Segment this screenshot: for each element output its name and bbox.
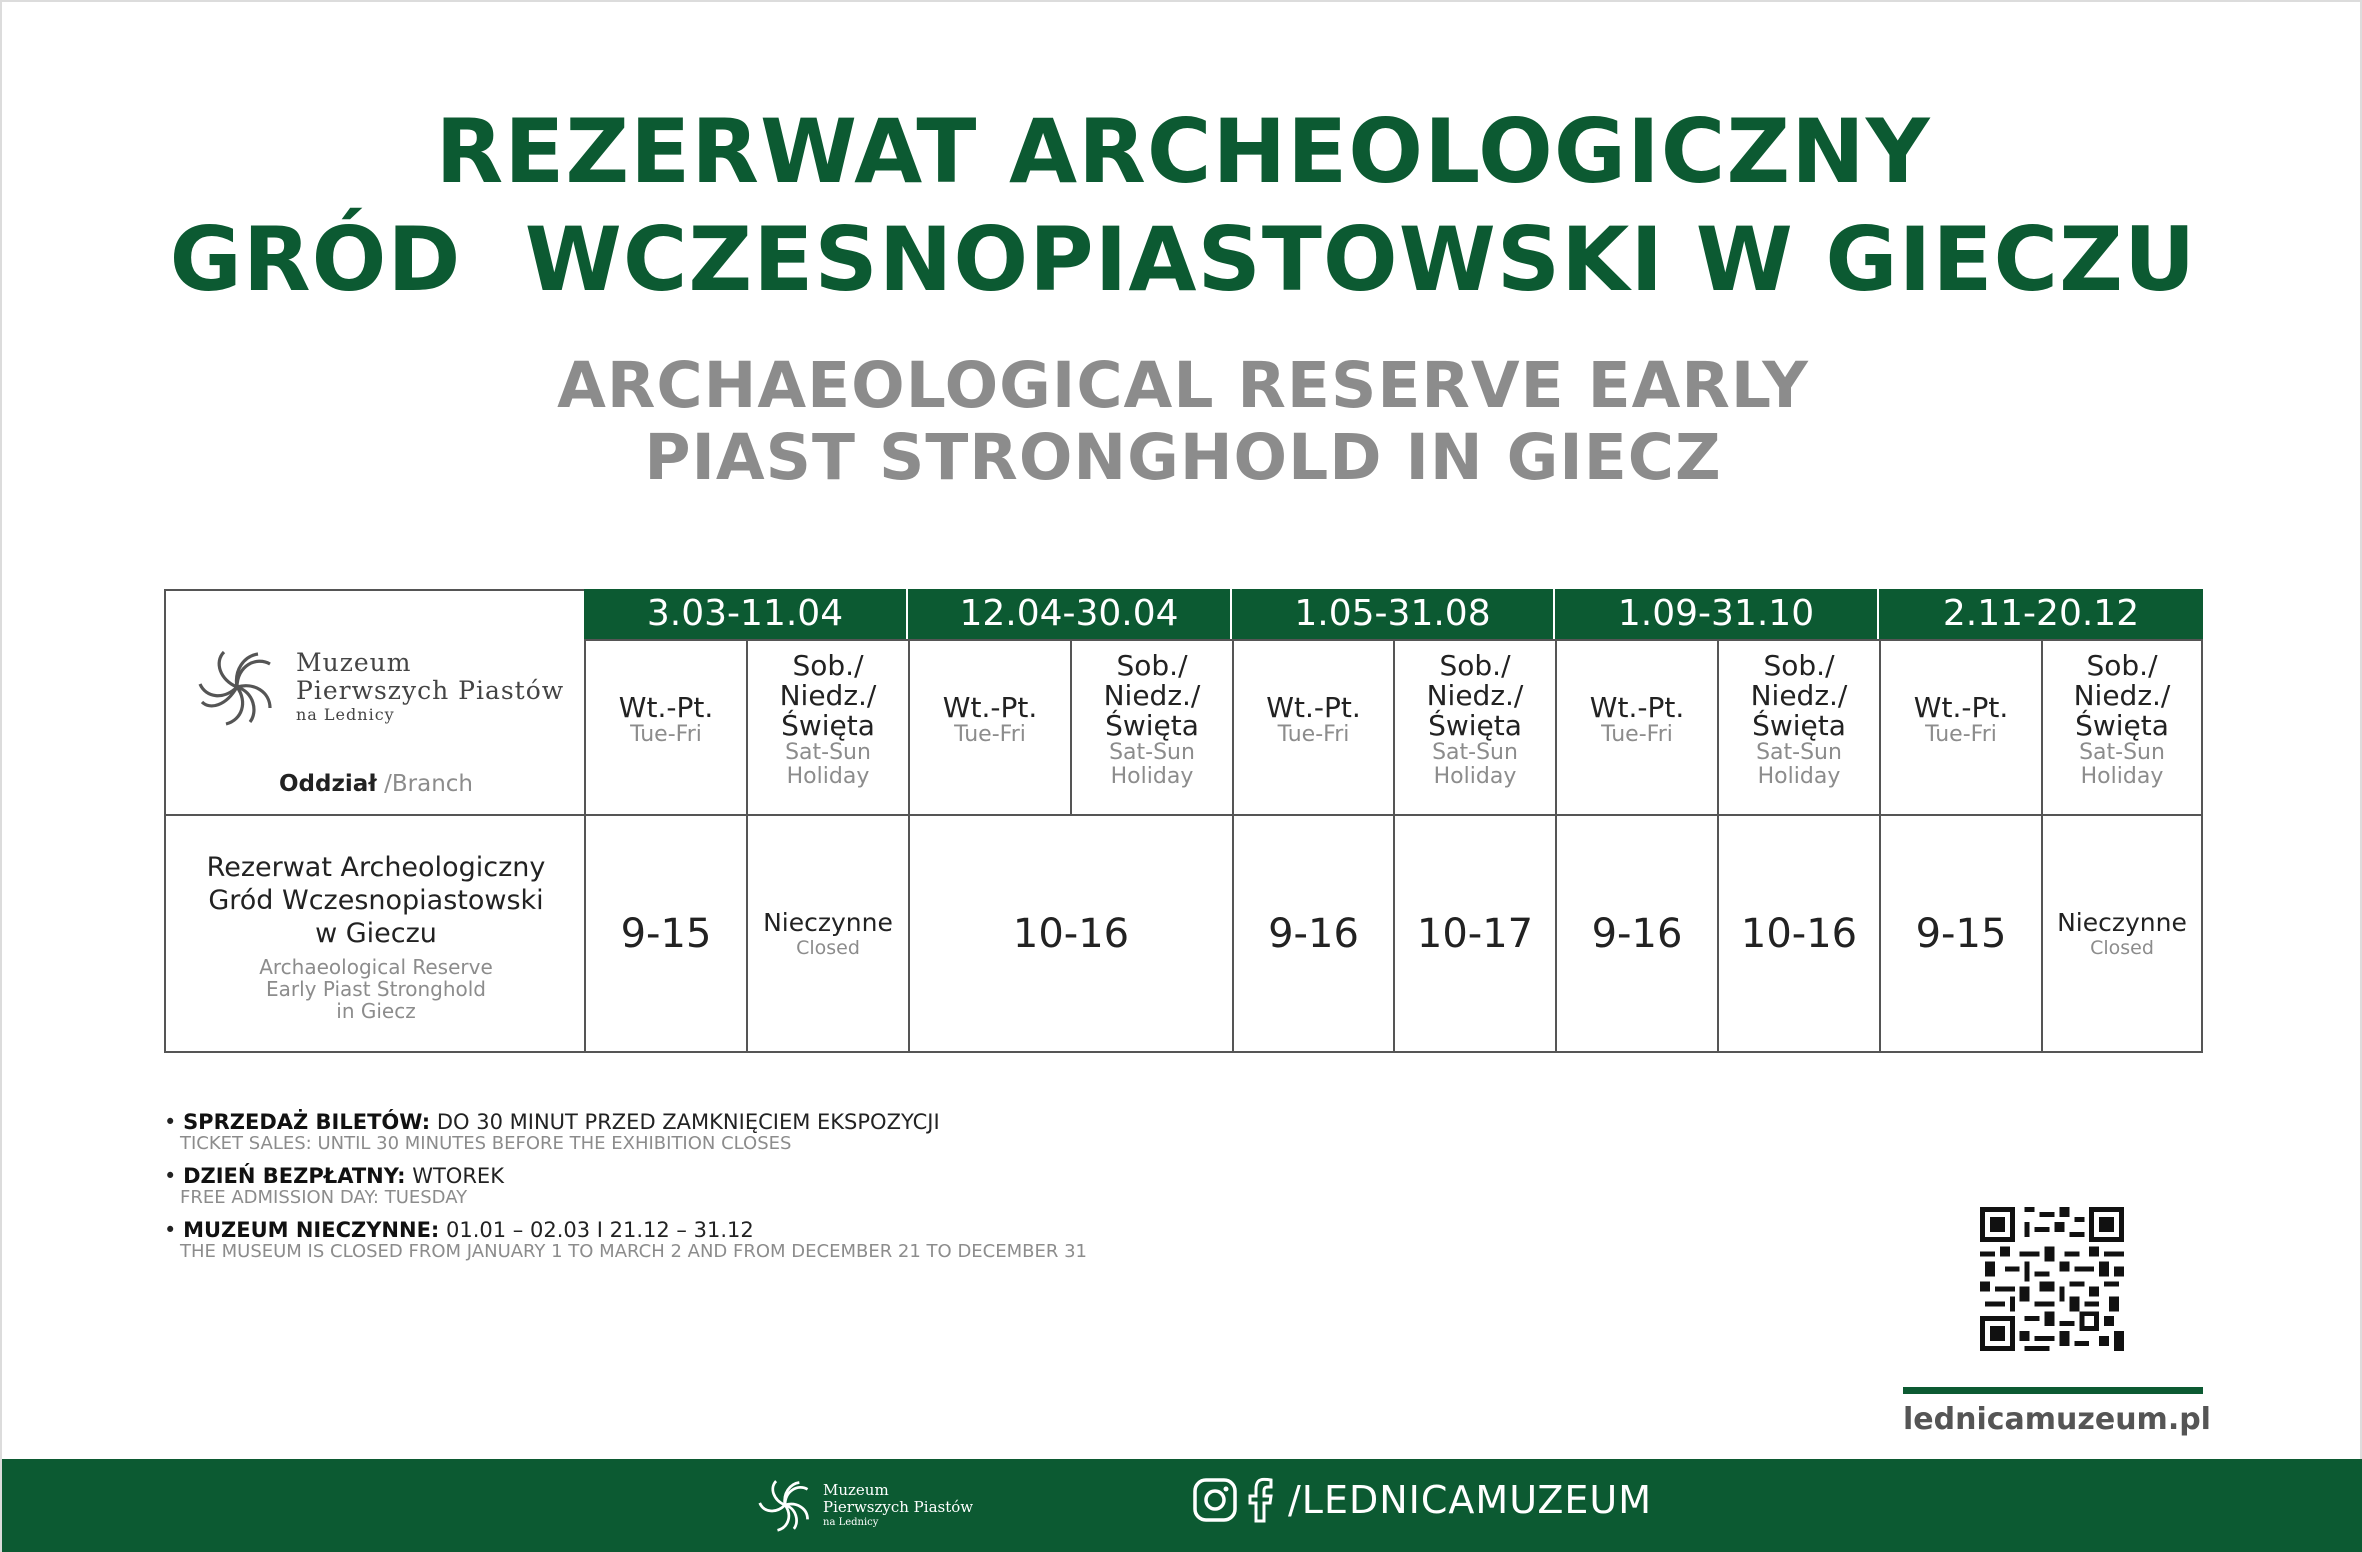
day-header-weekday [908, 639, 1070, 814]
day-header-weekend-pl-1: Sob./ [1763, 649, 1835, 682]
row-label-pl-line-3: w Gieczu [315, 918, 437, 949]
footer-logo-line-1: Muzeum [823, 1480, 889, 1499]
day-header-weekend-pl-2: Niedz./ [779, 679, 877, 712]
hours-cell [746, 814, 908, 1053]
note-label: MUZEUM NIECZYNNE: [183, 1218, 440, 1242]
note-item: • MUZEUM NIECZYNNE: 01.01 – 02.03 I 21.12 – 31.12 THE MUSEUM IS CLOSED FROM JANUARY 1 TO MARCH 2 AND FROM DECEMBER 21 TO DECEMBER 31 [164, 1218, 1264, 1262]
note-item: • SPRZEDAŻ BILETÓW: DO 30 MINUT PRZED ZAMKNIĘCIEM EKSPOZYCJI TICKET SALES: UNTIL 30 MINUTES BEFORE THE EXHIBITION CLOSES [164, 1110, 1264, 1154]
day-header-weekend [1393, 639, 1555, 814]
hours-cell [1393, 814, 1555, 1053]
day-header-weekend-en-1: Sat-Sun [2079, 740, 2165, 765]
museum-logo [196, 646, 564, 728]
note-text-en: THE MUSEUM IS CLOSED FROM JANUARY 1 TO MARCH 2 AND FROM DECEMBER 21 TO DECEMBER 31 [180, 1241, 1088, 1262]
day-header-weekday-pl: Wt.-Pt. [1589, 691, 1685, 724]
day-header-weekend-pl-2: Niedz./ [1103, 679, 1201, 712]
day-header-weekday-en: Tue-Fri [1601, 722, 1673, 747]
day-header-weekday-pl: Wt.-Pt. [942, 691, 1038, 724]
day-header-weekday [1555, 639, 1717, 814]
day-header-weekday-pl: Wt.-Pt. [1913, 691, 2009, 724]
period-header-4: 1.09-31.10 [1555, 589, 1879, 639]
footer-logo [757, 1477, 973, 1533]
day-header-weekend-pl-2: Niedz./ [1426, 679, 1524, 712]
title-pl-line-1: REZERWAT ARCHEOLOGICZNY [435, 100, 1931, 203]
day-header-weekend-en-2: Holiday [786, 764, 870, 789]
social-handle[interactable]: /LEDNICAMUZEUM [1288, 1478, 1652, 1522]
hours-cell [1555, 814, 1717, 1053]
row-label-cell [164, 814, 584, 1053]
day-header-weekend-pl-2: Niedz./ [1750, 679, 1848, 712]
logo-line-3: na Lednicy [296, 705, 395, 724]
closed-label-pl: Nieczynne [763, 907, 893, 937]
title-en-line-1: ARCHAEOLOGICAL RESERVE EARLY [557, 349, 1809, 422]
branch-label-pl: Oddział [278, 771, 377, 797]
hours-value: 9-15 [1915, 910, 2007, 957]
day-header-weekend-en-1: Sat-Sun [785, 740, 871, 765]
period-header-1: 3.03-11.04 [584, 589, 908, 639]
note-item: • DZIEŃ BEZPŁATNY: WTOREK FREE ADMISSION DAY: TUESDAY [164, 1164, 1264, 1208]
day-header-weekend-pl-3: Święta [1105, 709, 1199, 742]
footer-logo-line-2: Pierwszych Piastów [823, 1497, 974, 1516]
closed-label-en: Closed [2090, 936, 2154, 959]
period-header-5: 2.11-20.12 [1879, 589, 2203, 639]
day-header-weekend-en-2: Holiday [1757, 764, 1841, 789]
hours-value: 9-16 [1268, 910, 1359, 957]
day-header-weekend [1717, 639, 1879, 814]
facebook-icon[interactable] [1246, 1477, 1274, 1523]
website-link[interactable]: lednicamuzeum.pl [1903, 1402, 2211, 1437]
day-header-weekend-pl-3: Święta [781, 709, 875, 742]
website-divider [1903, 1387, 2203, 1394]
day-header-weekend-pl-3: Święta [1428, 709, 1522, 742]
note-label: SPRZEDAŻ BILETÓW: [183, 1110, 431, 1134]
period-header-3: 1.05-31.08 [1232, 589, 1555, 639]
day-header-weekday-pl: Wt.-Pt. [618, 691, 714, 724]
day-header-weekday [1232, 639, 1393, 814]
day-header-weekend-en-1: Sat-Sun [1432, 740, 1518, 765]
note-text: 01.01 – 02.03 I 21.12 – 31.12 [439, 1218, 754, 1242]
day-header-weekend-en-1: Sat-Sun [1756, 740, 1842, 765]
note-text-en: FREE ADMISSION DAY: TUESDAY [180, 1187, 468, 1208]
logo-line-2: Pierwszych Piastów [296, 676, 565, 705]
row-label-en-line-2: Early Piast Stronghold [265, 977, 486, 1001]
hours-cell [584, 814, 746, 1053]
day-header-weekend [746, 639, 908, 814]
day-header-weekend [1070, 639, 1232, 814]
social-links [1192, 1477, 1652, 1523]
day-header-weekend-pl-1: Sob./ [1116, 649, 1188, 682]
day-header-weekday-pl: Wt.-Pt. [1266, 691, 1361, 724]
day-header-weekend-en-2: Holiday [1433, 764, 1517, 789]
footer-bar [2, 1459, 2362, 1552]
note-label: DZIEŃ BEZPŁATNY: [183, 1164, 406, 1188]
hours-value: 10-16 [1740, 910, 1858, 957]
row-label-en-line-1: Archaeological Reserve [259, 955, 493, 979]
hours-value: 9-16 [1591, 910, 1683, 957]
period-header-2: 12.04-30.04 [908, 589, 1232, 639]
notes-list [164, 1110, 1264, 1272]
day-header-weekend-pl-1: Sob./ [1439, 649, 1511, 682]
title-en-line-2: PIAST STRONGHOLD IN GIECZ [644, 421, 1722, 494]
hours-cell [2041, 814, 2203, 1053]
hours-cell [1717, 814, 1879, 1053]
day-header-weekend-en-1: Sat-Sun [1109, 740, 1195, 765]
day-header-weekend-pl-3: Święta [1752, 709, 1846, 742]
day-header-weekend [2041, 639, 2203, 814]
hours-value: 10-16 [1012, 910, 1130, 957]
note-text-en: TICKET SALES: UNTIL 30 MINUTES BEFORE THE EXHIBITION CLOSES [180, 1133, 792, 1154]
day-header-weekend-pl-2: Niedz./ [2073, 679, 2171, 712]
note-text: WTOREK [405, 1164, 504, 1188]
day-header-weekday [1879, 639, 2041, 814]
hours-value: 9-15 [620, 910, 712, 957]
opening-hours-table [164, 589, 2203, 1053]
row-label-pl-line-1: Rezerwat Archeologiczny [206, 852, 546, 883]
day-header-weekday-en: Tue-Fri [1925, 722, 1997, 747]
hours-value: 10-17 [1416, 910, 1534, 957]
day-header-weekday-en: Tue-Fri [954, 722, 1026, 747]
day-header-weekend-en-2: Holiday [2080, 764, 2164, 789]
footer-logo-line-3: na Lednicy [823, 1516, 879, 1528]
branch-header-cell [164, 589, 584, 814]
instagram-icon[interactable] [1192, 1477, 1238, 1523]
row-label-pl-line-2: Gród Wczesnopiastowski [208, 885, 544, 916]
day-header-weekday-en: Tue-Fri [630, 722, 702, 747]
title-pl-line-2: GRÓD WCZESNOPIASTOWSKI W GIECZU [169, 208, 2197, 311]
museum-spiral-logo-icon [757, 1477, 813, 1533]
day-header-weekday [584, 639, 746, 814]
hours-cell [1232, 814, 1393, 1053]
branch-label [166, 771, 586, 797]
day-header-weekend-pl-3: Święta [2075, 709, 2169, 742]
logo-line-1: Muzeum [296, 648, 412, 677]
branch-label-en: /Branch [384, 771, 473, 797]
day-header-weekend-pl-1: Sob./ [2086, 649, 2158, 682]
qr-code-icon[interactable] [1980, 1207, 2124, 1351]
museum-spiral-logo-icon [196, 646, 278, 728]
hours-cell-merged [908, 814, 1232, 1053]
row-label-en-line-3: in Giecz [336, 999, 416, 1023]
day-header-weekend-pl-1: Sob./ [792, 649, 864, 682]
closed-label-en: Closed [796, 936, 860, 959]
hours-cell [1879, 814, 2041, 1053]
note-text: DO 30 MINUT PRZED ZAMKNIĘCIEM EKSPOZYCJI [430, 1110, 940, 1134]
closed-label-pl: Nieczynne [2057, 907, 2187, 937]
day-header-weekday-en: Tue-Fri [1277, 722, 1350, 747]
day-header-weekend-en-2: Holiday [1110, 764, 1194, 789]
